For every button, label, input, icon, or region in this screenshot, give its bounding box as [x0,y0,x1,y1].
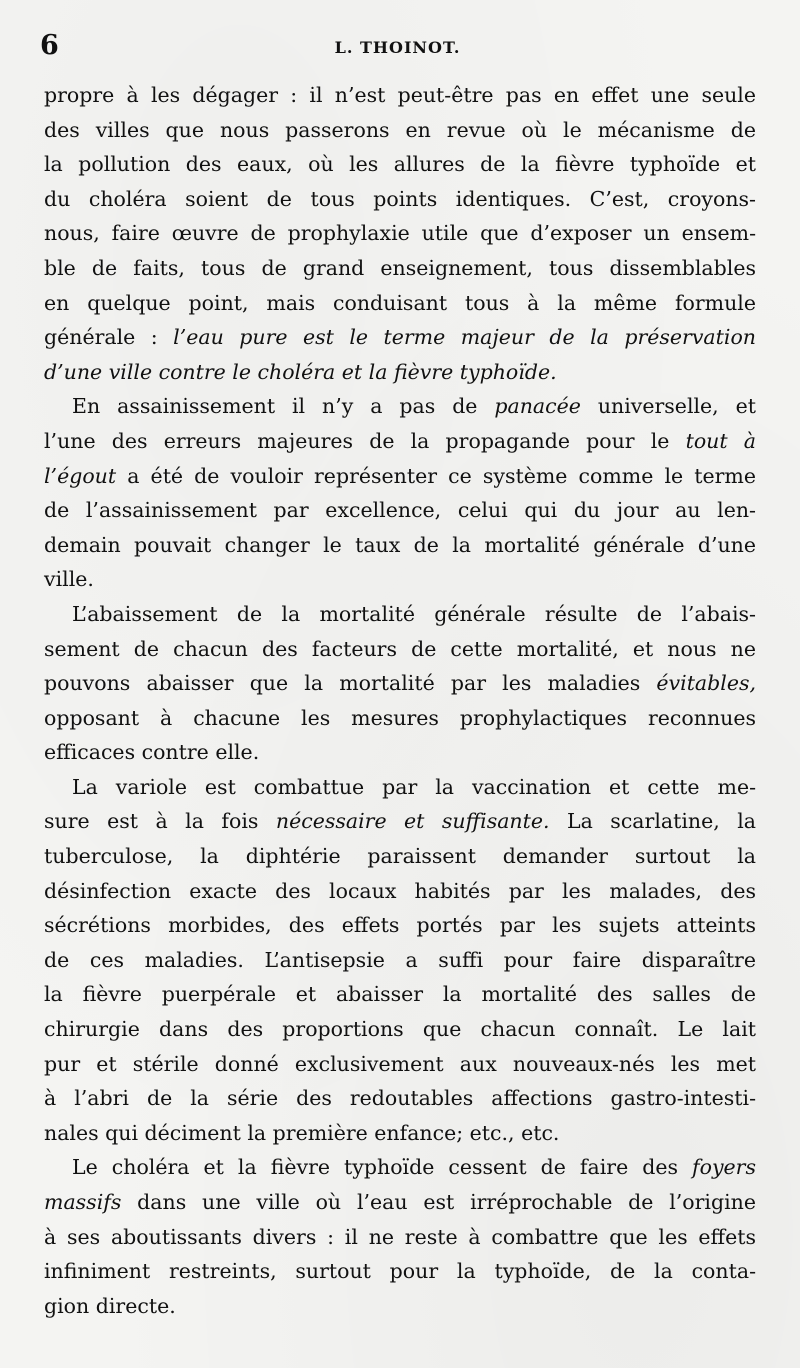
text-line [44,528,756,563]
text-run: pur et stérile donné exclusivement aux nouveaux-nés les met [44,1051,756,1076]
text-run: infiniment restreints, surtout pour la typhoïde, de la conta- [44,1259,756,1284]
text-run: de l’assainissement par excellence, celui qui du jour au len- [44,498,756,523]
text-run: à ses aboutissants divers : il ne reste à combattre que les effets [44,1224,756,1249]
text-run: propre à les dégager : il n’est peut-être pas en effet une seule [44,83,756,107]
text-run: dans une ville où l’eau est irréprochable de l’origine [121,1190,756,1214]
text-line [44,701,756,736]
text-line [44,459,756,494]
text-line [44,389,756,424]
text-line [44,597,756,632]
text-line [44,320,756,355]
text-line [44,1081,756,1116]
text-line [44,735,756,770]
text-line [44,216,756,251]
text-run: la pollution des eaux, où les allures de la fièvre typhoïde et [44,152,756,177]
text-run: en quelque point, mais conduisant tous à la même formule [44,290,756,315]
text-run: La variole est combattue par la vaccination et cette me- [72,774,756,799]
page-header [40,30,755,70]
text-line [44,770,756,805]
italic-text: tout à [685,428,756,453]
text-run: nous, faire œuvre de prophylaxie utile que d’exposer un ensem- [44,221,756,246]
body-text [44,78,756,1323]
text-run: du choléra soient de tous points identiques. C’est, croyons- [44,186,756,211]
text-line [44,182,756,217]
text-run: opposant à chacune les mesures prophylactiques reconnues [44,705,756,730]
text-run: de ces maladies. L’antisepsie a suffi pour faire disparaître [44,947,756,972]
text-run: sure est à la fois [44,809,276,834]
page-number: 6 [40,30,59,61]
text-line [44,424,756,459]
text-run: demain pouvait changer le taux de la mortalité générale d’une [44,532,756,557]
text-line [44,804,756,839]
text-run: Le choléra et la fièvre typhoïde cessent de faire des [72,1155,693,1180]
text-run: chirurgie dans des proportions que chacun connaît. Le lait [44,1017,756,1042]
text-line [44,977,756,1012]
text-line [44,1220,756,1255]
text-run: tuberculose, la diphtérie paraissent demander surtout la [44,844,756,869]
text-line [44,1047,756,1082]
text-line [44,1116,756,1151]
text-line [44,1185,756,1220]
text-line [44,666,756,701]
text-line [44,251,756,286]
text-run: a été de vouloir représenter ce système comme le terme [116,463,756,488]
text-line [44,839,756,874]
text-run: En assainissement il n’y a pas de [72,394,495,419]
text-line [44,874,756,909]
text-line [44,562,756,597]
text-run: efficaces contre elle. [44,740,260,765]
text-line [44,355,756,390]
text-line [44,908,756,943]
italic-text: foyers [692,1155,756,1180]
text-line [44,147,756,182]
text-line [44,1254,756,1289]
text-run: gion directe. [44,1293,176,1318]
text-line [44,1289,756,1324]
text-line [44,943,756,978]
text-run: nales qui déciment la première enfance; etc., etc. [44,1120,560,1145]
text-line [44,113,756,148]
text-run: pouvons abaisser que la mortalité par les maladies [44,671,657,696]
text-line [44,1150,756,1185]
italic-text: nécessaire et suffisante. [275,809,550,834]
text-run: ble de faits, tous de grand enseignement, tous dissemblables [44,255,756,280]
text-run: l’une des erreurs majeures de la propagande pour le [44,428,686,453]
italic-text: panacée [494,394,581,419]
italic-text: massifs [44,1190,122,1214]
text-run: désinfection exacte des locaux habités par les malades, des [44,878,756,903]
text-run: sécrétions morbides, des effets portés par les sujets atteints [44,913,756,938]
text-run: générale : [44,325,174,350]
text-run: ville. [44,567,94,592]
text-run: des villes que nous passerons en revue où le mécanisme de [44,117,756,142]
text-line [44,632,756,667]
text-line [44,78,756,113]
running-head: L. THOINOT. [334,38,461,57]
text-run: L’abaissement de la mortalité générale résulte de l’abais- [72,601,756,626]
italic-text: d’une ville contre le choléra et la fièvre typhoïde. [44,359,557,384]
text-line [44,286,756,321]
text-run: sement de chacun des facteurs de cette mortalité, et nous ne [44,636,756,661]
text-line [44,1012,756,1047]
text-run: universelle, et [580,394,756,419]
text-run: la fièvre puerpérale et abaisser la mortalité des salles de [44,982,756,1007]
italic-text: l’eau pure est le terme majeur de la préservation [173,325,756,350]
text-run: La scarlatine, la [549,809,756,834]
text-run: à l’abri de la série des redoutables affections gastro-intesti- [44,1086,756,1111]
italic-text: évitables, [656,671,756,696]
text-line [44,493,756,528]
italic-text: l’égout [44,463,117,488]
